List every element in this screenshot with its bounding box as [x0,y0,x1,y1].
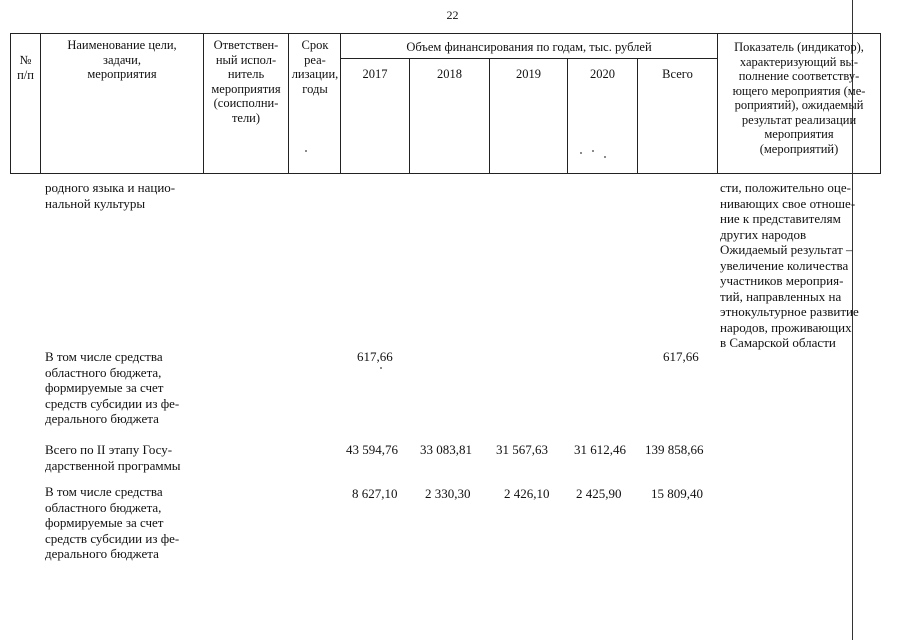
header-year-2019: 2019 [516,67,541,81]
header-col-responsible: Ответствен- ный испол- нитель мероприятия (соисполни- тели) [211,38,281,125]
stage-total-2017: 43 594,76 [346,442,398,457]
header-year-2017: 2017 [362,67,388,81]
stage-total-2018: 33 083,81 [420,442,472,457]
subsidy-row-2-name: В том числе средства областного бюджета, формируемые за счет средств субсидии из фе- дерального бюджета [45,484,180,561]
stage-total-2020: 31 612,46 [574,442,626,457]
subsidy-row-1-2017: 617,66 [357,349,393,364]
header-col-number: № п/п [17,53,34,82]
stage-total-total: 139 858,66 [645,442,704,457]
page-number: 22 [446,8,459,22]
subsidy-row-2-total: 15 809,40 [651,486,703,501]
header-year-2018: 2018 [437,67,462,81]
continuation-indicator: сти, положительно оце- нивающих свое отноше- ние к представителям других народов Ожидаемый результат – увеличение количества участников мероприя- тий, направленных на этнокультурное развитие народов, проживающих в Самарской области [720,180,859,350]
header-col-total: Всего [662,67,693,81]
stage-total-2019: 31 567,63 [496,442,548,457]
stage-total-name: Всего по II этапу Госу- дарственной программы [45,442,181,473]
subsidy-row-1-total: 617,66 [663,349,699,364]
subsidy-row-2-2020: 2 425,90 [576,486,622,501]
subsidy-row-2-2018: 2 330,30 [425,486,471,501]
subsidy-row-1-name: В том числе средства областного бюджета, формируемые за счет средств субсидии из фе- дерального бюджета [45,349,180,426]
subsidy-row-2-2017: 8 627,10 [352,486,398,501]
header-col-indicator: Показатель (индикатор), характеризующий вы- полнение соответству- ющего мероприятия (ме- роприятий), ожидаемый результат реализации мероприятия (мероприятий) [732,40,866,156]
subsidy-row-2-2019: 2 426,10 [504,486,550,501]
continuation-name: родного языка и нацио- нальной культуры [45,180,176,211]
header-col-term: Срок реа- лизации, годы [291,38,339,96]
header-col-name: Наименование цели, задачи, мероприятия [67,38,177,81]
header-col-funding: Объем финансирования по годам, тыс. рублей [406,40,652,54]
header-year-2020: 2020 [590,67,615,81]
